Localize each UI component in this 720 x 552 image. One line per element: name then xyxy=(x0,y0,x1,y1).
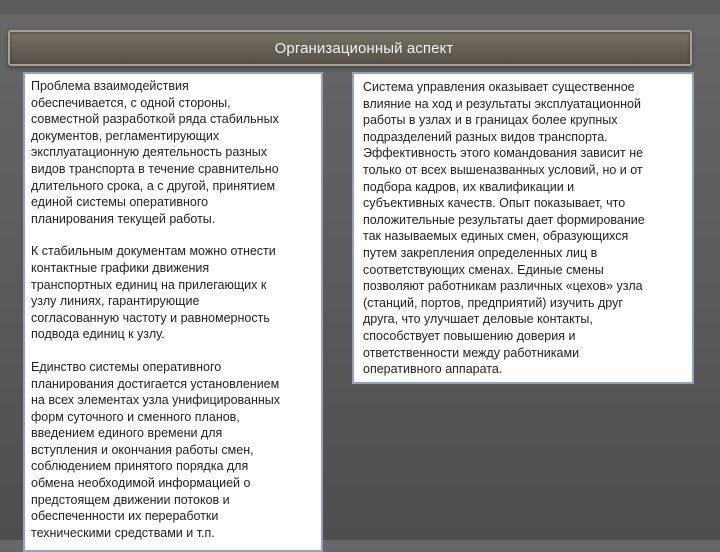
left-paragraph-3: Единство системы оперативного планирования достигается установлением на всех элементах узла унифицированных форм суточного и сменного планов, введением единого времени для вступления и окончания работы смен, соблюдением принятого порядка для обмена необходимой информацией о предстоящем движении потоков и обеспеченности их переработки техническими средствами и т.п. xyxy=(31,359,281,540)
left-paragraph-2: К стабильным документам можно отнести контактные графики движения транспортных единиц на прилегающих к узлу линиях, гарантирующие согласованную частоту и равномерность подвода единиц к узлу. xyxy=(31,244,276,342)
page-title: Организационный аспект xyxy=(274,39,454,57)
left-text-panel xyxy=(23,72,323,552)
right-paragraph-1: Система управления оказывает существенное влияние на ход и результаты эксплуатационной работы в узлах и в границах более крупных подразделений разных видов транспорта. Эффективность этого командования зависит не только от всех вышеназванных условий, но и от подбора кадров, их квалификации и субъективных качеств. Опыт показывает, что положительные результаты дает формирование так называемых единых смен, образующихся путем закрепления определенных лиц в соответствующих сменах. Единые смены позволяют работникам различных «цехов» узла (станций, портов, предприятий) изучить друг друга, что улучшает деловые контакты, способствует повышению доверия и ответственности между работниками оперативного аппарата. xyxy=(363,80,645,377)
right-text-panel xyxy=(352,72,694,384)
top-strip xyxy=(0,0,720,14)
left-paragraph-1: Проблема взаимодействия обеспечивается, с одной стороны, совместной разработкой ряда стабильных документов, регламентирующих эксплуатационную деятельность разных видов транспорта в течение сравнительно длительного срока, а с другой, принятием единой системы оперативного планирования текущей работы. xyxy=(31,79,279,226)
title-bar xyxy=(8,30,692,66)
